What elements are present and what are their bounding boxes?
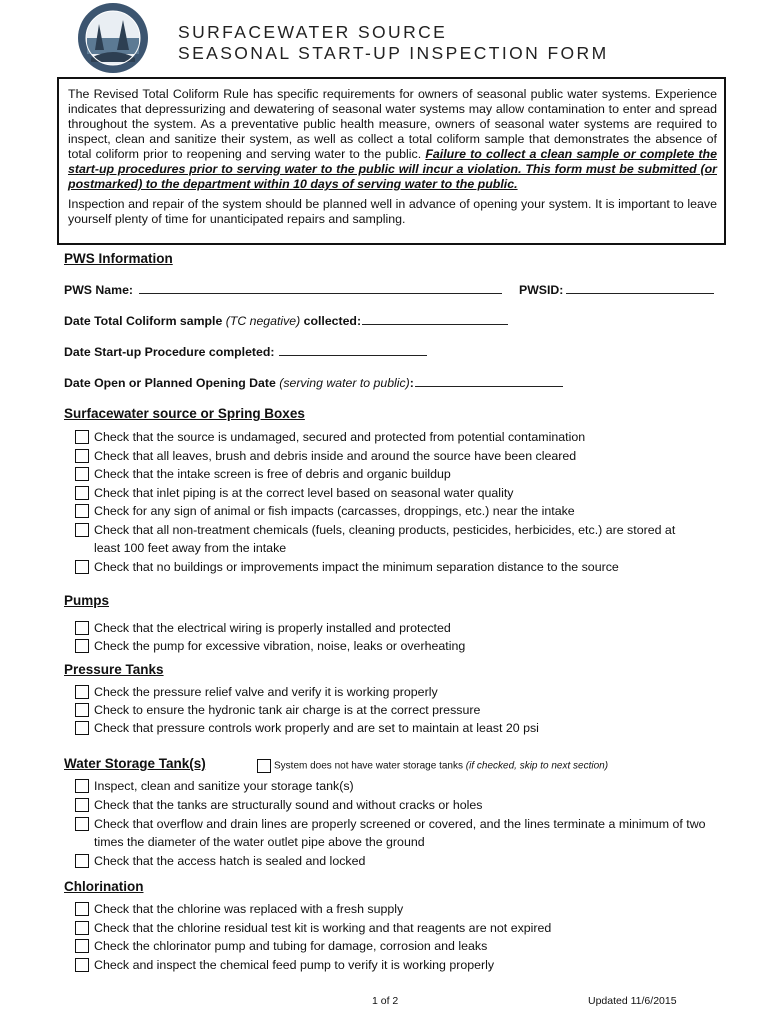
pumps-heading: Pumps xyxy=(64,593,110,608)
checklist-item[interactable]: Inspect, clean and sanitize your storage tank(s) xyxy=(75,777,695,795)
checkbox[interactable] xyxy=(75,504,89,518)
checkbox[interactable] xyxy=(75,449,89,463)
coliform-date-field[interactable]: Date Total Coliform sample (TC negative) collected: xyxy=(64,314,508,328)
checklist-item[interactable]: Check for any sign of animal or fish impacts (carcasses, droppings, etc.) near the intake xyxy=(75,502,695,520)
checkbox[interactable] xyxy=(75,939,89,953)
no-storage-tanks-option[interactable]: System does not have water storage tanks (if checked, skip to next section) xyxy=(257,759,608,773)
form-title-line1: SURFACEWATER SOURCE xyxy=(178,22,448,42)
checklist-item[interactable]: Check that overflow and drain lines are properly screened or covered, and the lines terminate a minimum of two times the diameter of the water outlet pipe above the ground xyxy=(75,815,725,851)
checkbox[interactable] xyxy=(75,486,89,500)
state-seal-icon xyxy=(77,2,149,74)
checklist-item[interactable]: Check the pressure relief valve and verify it is working properly xyxy=(75,683,695,701)
pwsid-field[interactable]: PWSID: xyxy=(519,283,714,297)
checkbox[interactable] xyxy=(75,467,89,481)
checkbox[interactable] xyxy=(75,685,89,699)
checklist-item[interactable]: Check the pump for excessive vibration, noise, leaks or overheating xyxy=(75,637,695,655)
no-storage-tanks-checkbox[interactable] xyxy=(257,759,271,773)
intro-paragraph-2: Inspection and repair of the system should be planned well in advance of opening your system. It is important to leave yourself plenty of time for unanticipated repairs and sampling. xyxy=(68,197,717,226)
startup-date-field[interactable]: Date Start-up Procedure completed: xyxy=(64,345,427,359)
checkbox[interactable] xyxy=(75,779,89,793)
checkbox[interactable] xyxy=(75,798,89,812)
checklist-item[interactable]: Check that inlet piping is at the correct level based on seasonal water quality xyxy=(75,484,695,502)
checklist-item[interactable]: Check that the chlorine residual test kit is working and that reagents are not expired xyxy=(75,919,695,937)
checklist-item[interactable]: Check that the tanks are structurally sound and without cracks or holes xyxy=(75,796,695,814)
checkbox[interactable] xyxy=(75,958,89,972)
checkbox[interactable] xyxy=(75,817,89,831)
checklist-item[interactable]: Check and inspect the chemical feed pump to verify it is working properly xyxy=(75,956,695,974)
checklist-item[interactable]: Check that all non-treatment chemicals (fuels, cleaning products, pesticides, herbicides, etc.) are stored at least 100 feet away from the intake xyxy=(75,521,687,557)
page-number: 1 of 2 xyxy=(372,995,399,1007)
checklist-item[interactable]: Check that the electrical wiring is properly installed and protected xyxy=(75,619,695,637)
checkbox[interactable] xyxy=(75,523,89,537)
checkbox[interactable] xyxy=(75,639,89,653)
pressure-tanks-heading: Pressure Tanks xyxy=(64,662,164,677)
checkbox[interactable] xyxy=(75,921,89,935)
checkbox[interactable] xyxy=(75,854,89,868)
pws-info-heading: PWS Information xyxy=(64,251,173,266)
checkbox[interactable] xyxy=(75,703,89,717)
checklist-item[interactable]: Check that all leaves, brush and debris inside and around the source have been cleared xyxy=(75,447,695,465)
checklist-item[interactable]: Check the chlorinator pump and tubing for damage, corrosion and leaks xyxy=(75,937,695,955)
water-storage-heading: Water Storage Tank(s) xyxy=(64,756,206,771)
updated-date: Updated 11/6/2015 xyxy=(588,995,677,1007)
form-title-line2: SEASONAL START-UP INSPECTION FORM xyxy=(178,43,609,63)
opening-date-field[interactable]: Date Open or Planned Opening Date (serving water to public): xyxy=(64,376,563,390)
checklist-item[interactable]: Check that pressure controls work properly and are set to maintain at least 20 psi xyxy=(75,719,695,737)
violation-warning: Failure to collect a clean sample or complete the start-up procedures prior to serving water to the public will incur a violation. This form must be submitted (or postmarked) to the department within 10 days of serving water to the public. xyxy=(68,147,718,191)
checkbox[interactable] xyxy=(75,902,89,916)
pws-name-field[interactable]: PWS Name: xyxy=(64,283,502,297)
surfacewater-heading: Surfacewater source or Spring Boxes xyxy=(64,406,305,421)
checklist-item[interactable]: Check to ensure the hydronic tank air charge is at the correct pressure xyxy=(75,701,695,719)
checklist-item[interactable]: Check that the source is undamaged, secured and protected from potential contamination xyxy=(75,428,695,446)
checkbox[interactable] xyxy=(75,430,89,444)
checklist-item[interactable]: Check that the intake screen is free of debris and organic buildup xyxy=(75,465,695,483)
checklist-item[interactable]: Check that no buildings or improvements impact the minimum separation distance to the source xyxy=(75,558,695,576)
intro-box xyxy=(57,77,726,245)
checkbox[interactable] xyxy=(75,621,89,635)
checklist-item[interactable]: Check that the access hatch is sealed and locked xyxy=(75,852,695,870)
intro-paragraph-1: The Revised Total Coliform Rule has specific requirements for owners of seasonal public water systems. Experience indicates that depressurizing and dewatering of seasonal water systems may allow contamination to enter and spread throughout the system. As a preventative public health measure, owners of seasonal water systems are required to inspect, clean and sanitize their system, as well as collect a total coliform sample that demonstrates the absence of total coliform prior to reopening and serving water to the public. Failure to collect a clean sample or complete the start-up procedures prior to serving water to the public will incur a violation. This form must be submitted (or postmarked) to the department within 10 days of serving water to the public. xyxy=(68,87,718,191)
checklist-item[interactable]: Check that the chlorine was replaced with a fresh supply xyxy=(75,900,695,918)
checkbox[interactable] xyxy=(75,560,89,574)
checkbox[interactable] xyxy=(75,721,89,735)
chlorination-heading: Chlorination xyxy=(64,879,144,894)
